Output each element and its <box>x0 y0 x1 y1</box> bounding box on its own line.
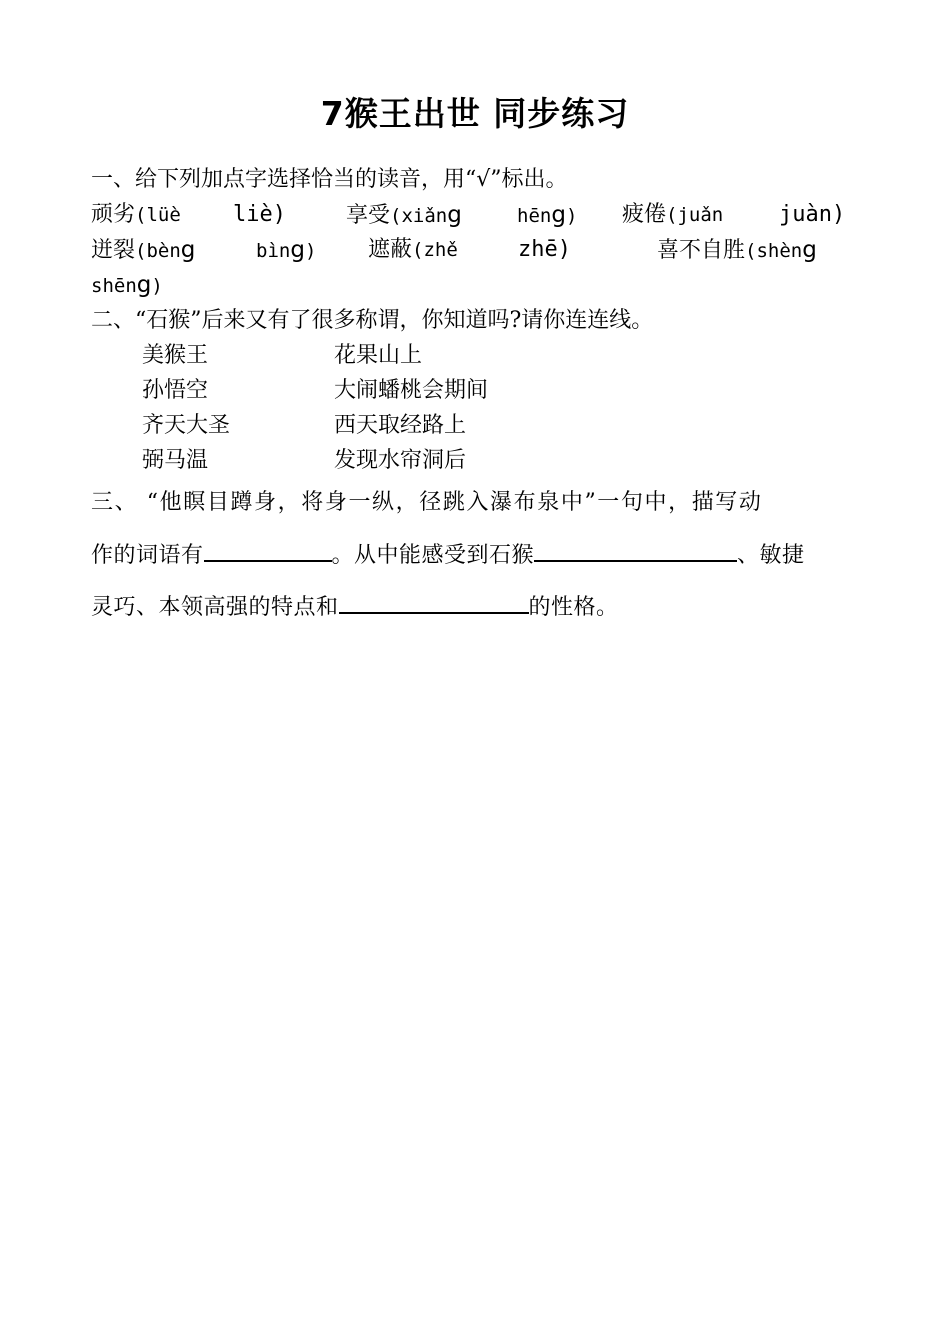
q2-right-item[interactable]: 大闹蟠桃会期间 <box>334 378 489 403</box>
pinyin-option-b[interactable]: bìn <box>256 240 291 262</box>
pinyin-option-b[interactable]: liè <box>233 202 273 227</box>
pinyin-option-b[interactable]: shēn <box>91 275 137 297</box>
q2-left-item[interactable]: 弼马温 <box>142 448 209 473</box>
word-text: 遮蔽 <box>368 237 413 262</box>
paren-close: ) <box>151 275 163 297</box>
paren-close: ) <box>304 240 317 262</box>
q1-word-5-option-b[interactable] <box>518 235 571 265</box>
q1-word-1 <box>91 200 181 230</box>
q1-word-2-option-b[interactable] <box>517 200 577 231</box>
word-text: 顽劣 <box>91 202 136 227</box>
q1-word-1-option-b[interactable] <box>233 200 286 230</box>
q3-line-2 <box>91 538 805 571</box>
q2-left-item[interactable]: 美猴王 <box>142 343 209 368</box>
q1-prompt: 一、给下列加点字选择恰当的读音，用“√”标出。 <box>91 167 568 192</box>
q2-left-item[interactable]: 孙悟空 <box>142 378 209 403</box>
paren-open: ( <box>135 204 147 226</box>
q3-text: 灵巧、本领高强的特点和 <box>91 595 339 620</box>
pinyin-option-a[interactable]: bèn <box>146 240 181 262</box>
paren-open: ( <box>135 240 147 262</box>
answer-blank-trait[interactable] <box>534 538 737 562</box>
word-text: 迸裂 <box>91 238 136 263</box>
q1-word-3-option-b[interactable] <box>779 200 845 230</box>
pinyin-g: g <box>180 237 196 263</box>
word-text: 喜不自胜 <box>657 238 746 263</box>
q2-prompt: 二、“石猴”后来又有了很多称谓，你知道吗?请你连连线。 <box>91 308 654 333</box>
q2-right-item[interactable]: 花果山上 <box>334 343 423 368</box>
paren-open: ( <box>412 239 424 261</box>
q2-right-item[interactable]: 西天取经路上 <box>334 413 467 438</box>
word-text: 享受 <box>346 203 391 228</box>
pinyin-option-b[interactable]: juàn <box>779 202 832 227</box>
pinyin-option-b[interactable]: zhē <box>518 237 558 262</box>
q3-text: 的性格。 <box>528 595 619 620</box>
q1-word-3 <box>622 200 723 230</box>
q1-word-6-option-b[interactable] <box>91 270 163 301</box>
pinyin-option-b[interactable]: hēn <box>517 205 552 227</box>
paren-open: ( <box>745 240 757 262</box>
paren-open: ( <box>666 204 678 226</box>
q1-word-4 <box>91 235 195 266</box>
paren-open: ( <box>390 205 402 227</box>
q3-line-1: 三、 “他瞑目蹲身，将身一纵，径跳入瀑布泉中”一句中，描写动 <box>91 490 763 515</box>
q3-text: 、敏捷 <box>737 543 805 568</box>
q1-word-4-option-b[interactable] <box>256 235 316 266</box>
word-text: 疲倦 <box>622 202 667 227</box>
pinyin-g: g <box>290 237 305 263</box>
paren-close: ) <box>557 237 571 262</box>
pinyin-option-a[interactable]: lüè <box>146 204 181 226</box>
pinyin-option-a[interactable]: shèn <box>756 240 803 262</box>
pinyin-option-a[interactable]: zhě <box>423 239 458 261</box>
pinyin-g: g <box>447 202 462 228</box>
q1-word-2 <box>346 200 462 231</box>
pinyin-option-a[interactable]: xiǎn <box>401 205 448 227</box>
q3-text: 。从中能感受到石猴 <box>331 543 535 568</box>
q2-right-item[interactable]: 发现水帘洞后 <box>334 448 467 473</box>
q1-word-6 <box>657 235 817 266</box>
q2-left-item[interactable]: 齐天大圣 <box>142 413 231 438</box>
paren-close: ) <box>565 205 578 227</box>
paren-close: ) <box>831 202 846 227</box>
answer-blank-action-words[interactable] <box>204 538 332 562</box>
answer-blank-character[interactable] <box>339 590 529 614</box>
q1-word-5 <box>368 235 458 265</box>
pinyin-option-a[interactable]: juǎn <box>677 204 724 226</box>
q3-text: 作的词语有 <box>91 543 204 568</box>
paren-close: ) <box>272 202 286 227</box>
pinyin-g: g <box>802 237 817 263</box>
q3-line-3 <box>91 590 619 623</box>
page-title: 7猴王出世 同步练习 <box>320 94 630 133</box>
pinyin-g: g <box>136 272 152 298</box>
pinyin-g: g <box>551 202 566 228</box>
